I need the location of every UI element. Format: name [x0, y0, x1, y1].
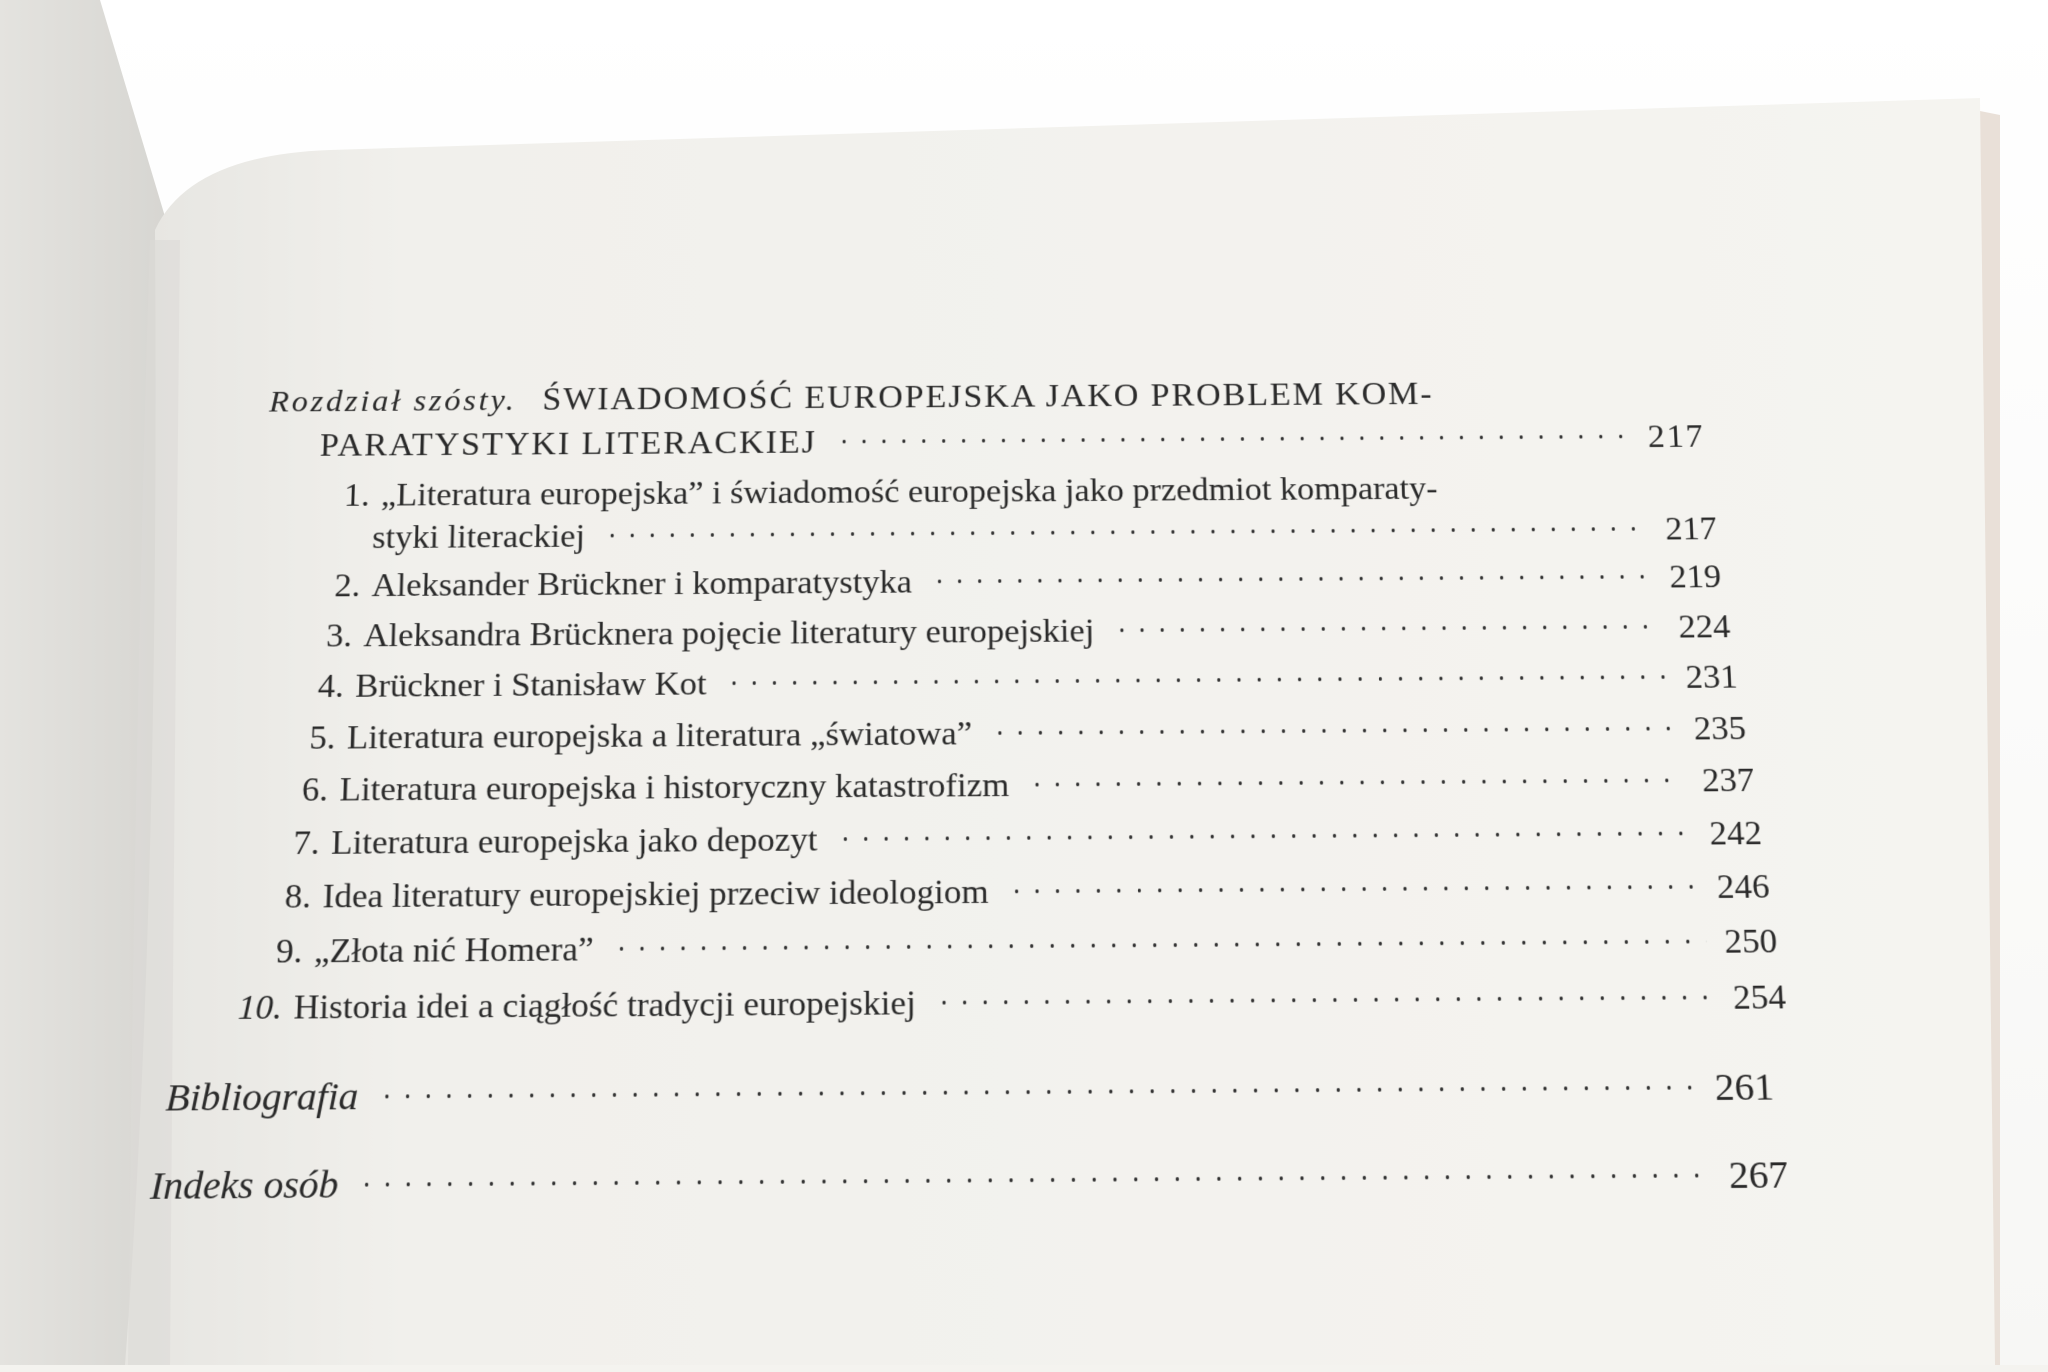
dot-leader — [834, 435, 1631, 444]
toc-entry-8[interactable] — [268, 867, 1771, 917]
page-number: 217 — [1664, 510, 1718, 547]
back-matter-title: Indeks osób — [149, 1162, 340, 1208]
back-matter-title: Bibliografia — [164, 1074, 360, 1120]
toc-entry-4[interactable] — [301, 657, 1739, 705]
page-number: 224 — [1677, 607, 1732, 645]
toc-entry-3[interactable] — [309, 607, 1731, 655]
dot-leader — [989, 727, 1676, 735]
dot-leader — [1112, 625, 1662, 632]
dot-leader — [1006, 885, 1699, 893]
section-number: 9. — [275, 932, 304, 971]
page-number: 267 — [1727, 1152, 1790, 1197]
page-number: 237 — [1701, 761, 1756, 799]
section-title: styki literackiej — [371, 517, 586, 556]
section-number: 6. — [301, 770, 329, 809]
page-number: 231 — [1684, 658, 1739, 696]
section-number: 8. — [284, 877, 312, 916]
chapter-prefix: Rozdział szósty. — [268, 384, 518, 419]
dot-leader — [611, 940, 1707, 951]
section-title: „Złota nić Homera” — [313, 930, 594, 970]
dot-leader — [376, 1085, 1697, 1098]
section-number: 4. — [317, 667, 345, 705]
page-number: 254 — [1732, 977, 1787, 1017]
dot-leader — [929, 575, 1652, 583]
page-number: 217 — [1646, 418, 1706, 455]
toc-entry-1[interactable] — [372, 509, 1718, 556]
dot-leader — [602, 527, 1648, 538]
toc-entry-1-line1 — [327, 469, 1438, 514]
toc-entry-2[interactable] — [318, 557, 1722, 604]
section-number: 5. — [308, 718, 337, 757]
dot-leader — [835, 832, 1692, 842]
section-title: Historia idei a ciągłość tradycji europejskiej — [293, 983, 916, 1027]
page-number: 235 — [1692, 709, 1747, 747]
toc-entry-5[interactable] — [292, 709, 1746, 758]
dot-leader — [1027, 778, 1685, 786]
page-number: 261 — [1713, 1064, 1775, 1109]
section-number: 7. — [292, 823, 321, 862]
table-of-contents — [0, 99, 2048, 1372]
toc-entry-6[interactable] — [285, 760, 1755, 809]
section-title: Literatura europejska jako depozyt — [330, 820, 818, 862]
section-title: Brückner i Stanisław Kot — [354, 665, 707, 705]
section-number: 3. — [325, 617, 353, 654]
toc-entry-bibliografia[interactable] — [165, 1064, 1775, 1120]
section-title: Literatura europejska a literatura „światowa” — [346, 714, 973, 756]
section-number: 10. — [237, 988, 283, 1027]
toc-entry-10[interactable] — [237, 977, 1787, 1028]
page-number: 246 — [1715, 867, 1771, 906]
chapter-heading — [269, 375, 1434, 420]
toc-entry-9[interactable] — [259, 921, 1778, 971]
toc-entry-7[interactable] — [276, 813, 1763, 862]
page-number: 219 — [1668, 558, 1722, 595]
page-number: 242 — [1708, 814, 1763, 852]
chapter-heading-line2: PARATYSTYKI LITERACKIEJ — [319, 423, 817, 463]
dot-leader — [724, 675, 1669, 685]
section-title: Aleksander Brückner i komparatystyka — [371, 563, 913, 604]
dot-leader — [934, 996, 1716, 1005]
section-title: Idea literatury europejskiej przeciw ideologiom — [322, 872, 989, 915]
chapter-heading-line1: ŚWIADOMOŚĆ EUROPEJSKA JAKO PROBLEM KOM- — [542, 375, 1435, 417]
page-number: 250 — [1723, 922, 1779, 961]
section-number: 2. — [333, 567, 361, 604]
chapter-heading-line2-row[interactable] — [319, 417, 1705, 464]
dot-leader — [356, 1173, 1711, 1186]
toc-entry-indeks[interactable] — [149, 1152, 1789, 1209]
section-title: Literatura europejska i historyczny katastrofizm — [339, 766, 1010, 808]
section-title-line1: „Literatura europejska” i świadomość europejska jako przedmiot komparaty- — [380, 469, 1439, 513]
section-number: 1. — [343, 476, 371, 514]
section-title: Aleksandra Brücknera pojęcie literatury europejskiej — [363, 612, 1095, 654]
